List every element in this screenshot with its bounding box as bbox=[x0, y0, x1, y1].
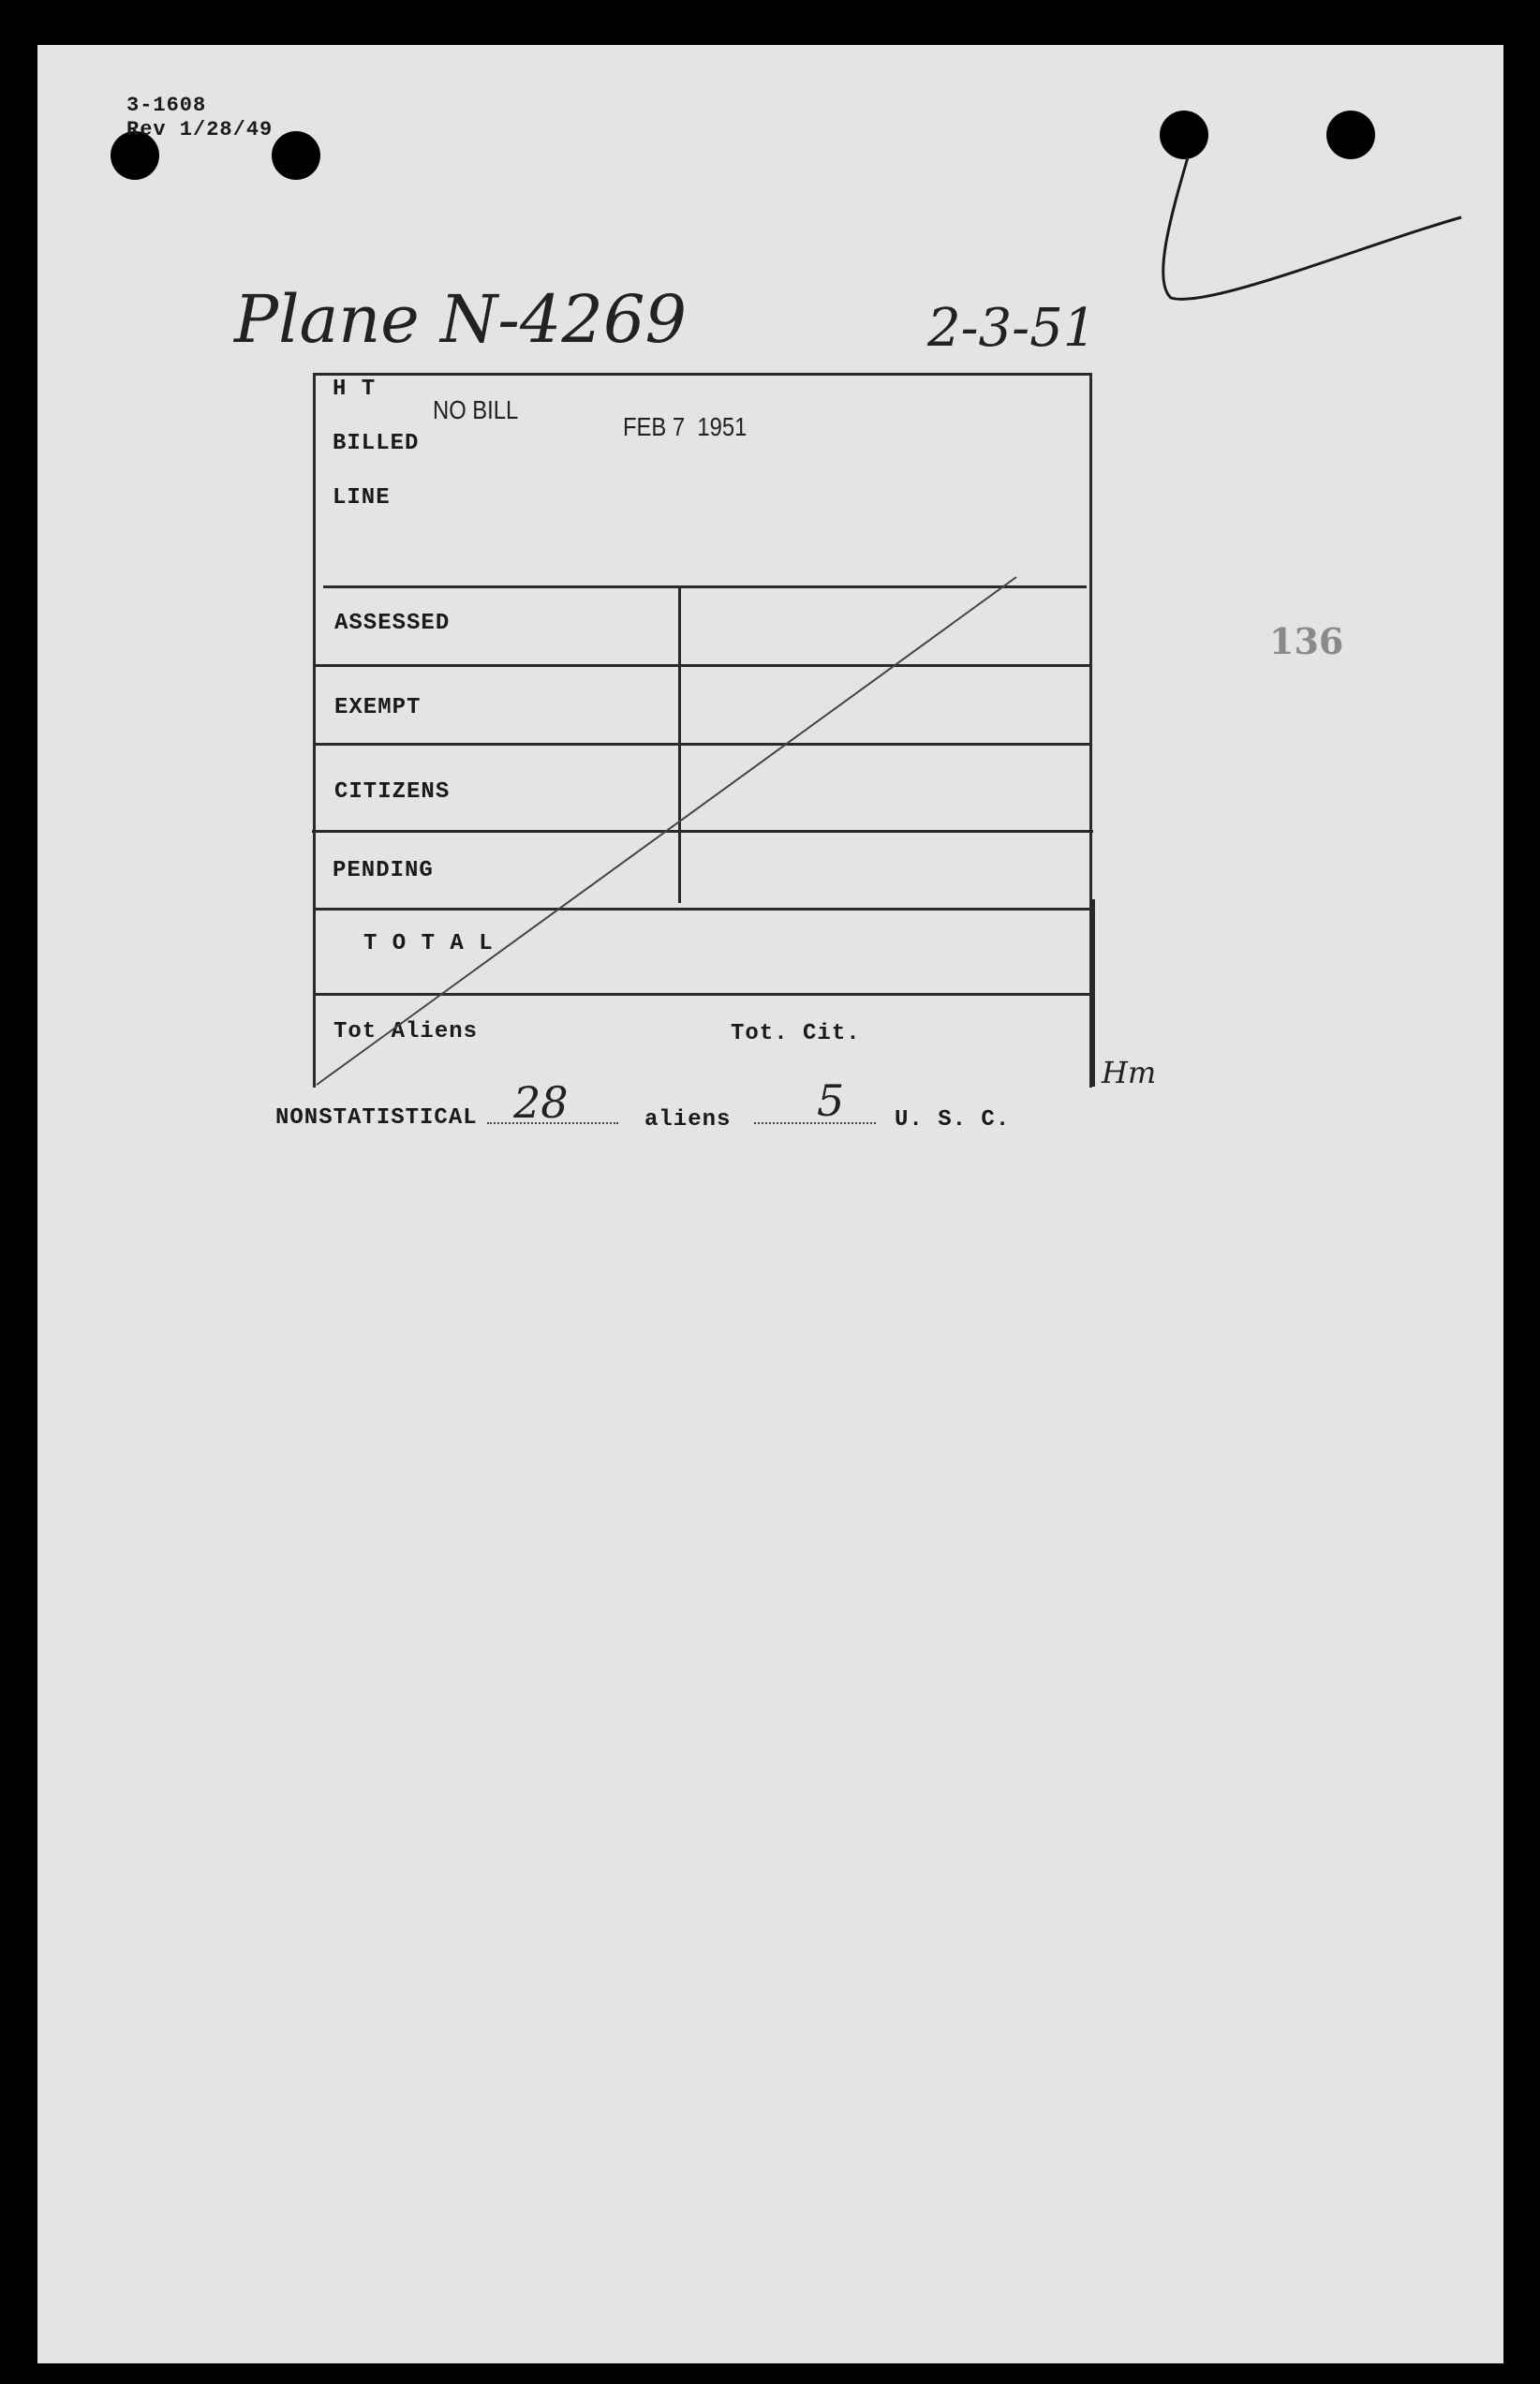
tot-cit-label: Tot. Cit. bbox=[731, 1021, 861, 1046]
no-bill-stamp: NO BILL bbox=[433, 395, 519, 424]
aliens-label: aliens bbox=[644, 1107, 732, 1133]
ht-label: H T bbox=[333, 377, 377, 402]
margin-curve bbox=[1163, 157, 1461, 299]
billed-label: BILLED bbox=[333, 431, 420, 456]
nonstatistical-label: NONSTATISTICAL bbox=[275, 1105, 478, 1131]
page-number: 136 bbox=[1269, 620, 1344, 662]
form-revision: Rev 1/28/49 bbox=[126, 118, 274, 141]
exempt-label: EXEMPT bbox=[334, 695, 422, 720]
form-number: 3-1608 bbox=[126, 94, 207, 117]
aliens-count: 28 bbox=[513, 1077, 569, 1128]
assessed-label: ASSESSED bbox=[334, 611, 451, 636]
usc-count: 5 bbox=[817, 1075, 845, 1126]
usc-count-field bbox=[754, 1094, 876, 1124]
tot-aliens-label: Tot Aliens bbox=[333, 1019, 479, 1044]
plane-number: Plane N-4269 bbox=[234, 281, 688, 358]
handwritten-date: 2-3-51 bbox=[927, 298, 1097, 359]
date-stamp: FEB 7 1951 bbox=[623, 412, 748, 441]
citizens-label: CITIZENS bbox=[334, 779, 451, 805]
usc-label: U. S. C. bbox=[895, 1107, 1011, 1133]
total-label: T O T A L bbox=[363, 931, 494, 956]
initials: Hm bbox=[1102, 1055, 1157, 1090]
pending-label: PENDING bbox=[333, 858, 434, 883]
diagonal-cancel-line bbox=[317, 577, 1016, 1085]
line-label: LINE bbox=[333, 485, 391, 511]
